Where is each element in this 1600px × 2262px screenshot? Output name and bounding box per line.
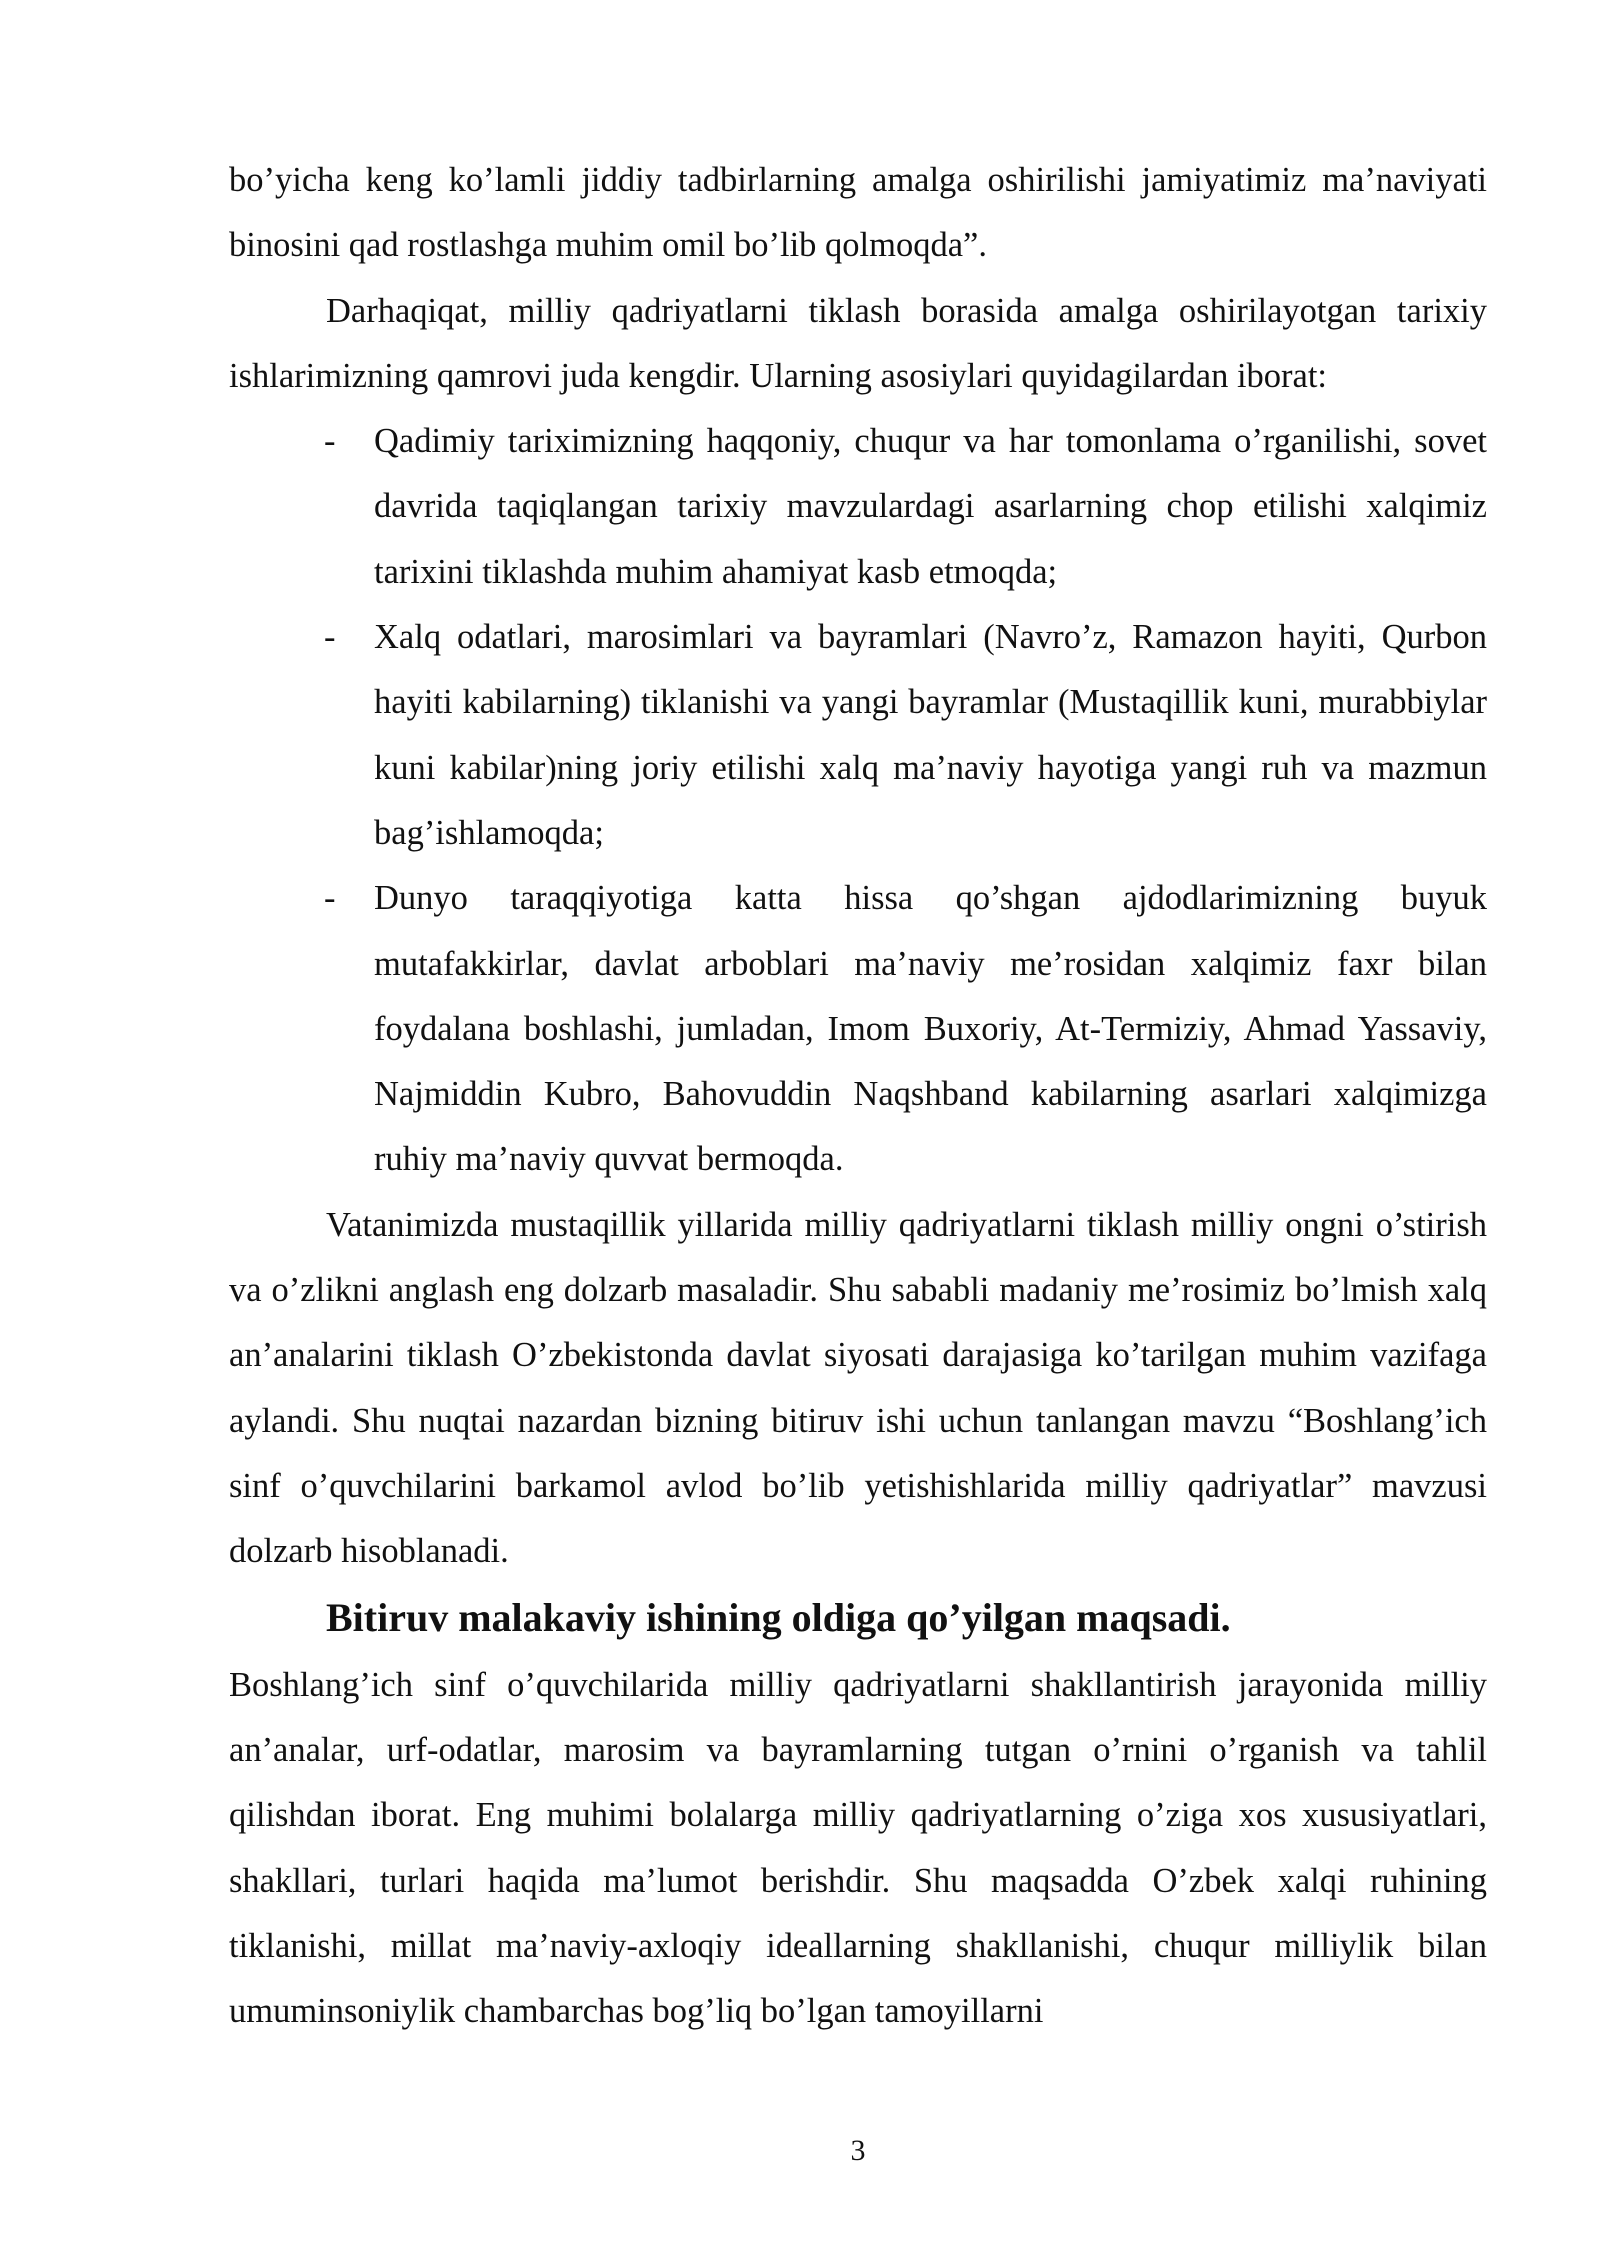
paragraph-intro: Darhaqiqat, milliy qadriyatlarni tiklash borasida amalga oshirilayotgan tarixiy ishlarimizning qamrovi juda kengdir. Ularning asosiylari quyidagilardan iborat: <box>229 291 1487 395</box>
page-body <box>229 148 1487 2045</box>
list-item <box>229 605 1487 866</box>
paragraph-aim: Boshlang’ich sinf o’quvchilarida milliy qadriyatlarni shakllantirish jarayonida milliy an’analar, urf-odatlar, marosim va bayramlarning tutgan o’rnini o’rganish va tahlil qilishdan iborat. Eng muhimi bolalarga milliy qadriyatlarning o’ziga xos xususiyatlari, shakllari, turlari haqida ma’lumot berishdir. Shu maqsadda O’zbek xalqi ruhining tiklanishi, millat ma’naviy-axloqiy ideallarning shakllanishi, chuqur milliylik bilan umuminsoniylik chambarchas bog’liq bo’lgan tamoyillarni <box>229 1665 1487 2031</box>
list-marker: - <box>324 879 336 918</box>
list-item-text: Dunyo taraqqiyotiga katta hissa qo’shgan ajdodlarimizning buyuk mutafakkirlar, davlat arboblari ma’naviy me’rosidan xalqimiz faxr bilan foydalana boshlashi, jumladan, Imom Buxoriy, At-Termiziy, Ahmad Yassaviy, Najmiddin Kubro, Bahovuddin Naqshband kabilarning asarlari xalqimizga ruhiy ma’naviy quvvat bermoqda. <box>374 879 1487 1179</box>
page-number: 3 <box>850 2134 866 2167</box>
list-item-text: Xalq odatlari, marosimlari va bayramlari (Navro’z, Ramazon hayiti, Qurbon hayiti kabilarning) tiklanishi va yangi bayramlar (Mustaqillik kuni, murabbiylar kuni kabilar)ning joriy etilishi xalq ma’naviy hayotiga yangi ruh va mazmun bag’ishlamoqda; <box>374 618 1487 852</box>
bullet-list <box>229 409 1487 1193</box>
list-item <box>229 866 1487 1192</box>
list-marker: - <box>324 618 336 657</box>
list-item <box>229 409 1487 605</box>
list-marker: - <box>324 422 336 461</box>
aim-heading-line <box>229 1585 1487 1653</box>
list-item-text: Qadimiy tariximizning haqqoniy, chuqur va har tomonlama o’rganilishi, sovet davrida taqiqlangan tarixiy mavzulardagi asarlarning chop etilishi xalqimiz tarixini tiklashda muhim ahamiyat kasb etmoqda; <box>374 422 1487 591</box>
paragraph-continuation: bo’yicha keng ko’lamli jiddiy tadbirlarning amalga oshirilishi jamiyatimiz ma’naviyati binosini qad rostlashga muhim omil bo’lib qolmoqda”. <box>229 161 1487 265</box>
aim-heading: Bitiruv malakaviy ishining oldiga qo’yilgan maqsadi. <box>326 1594 1231 1640</box>
paragraph-relevance: Vatanimizda mustaqillik yillarida milliy qadriyatlarni tiklash milliy ongni o’stirish va o’zlikni anglash eng dolzarb masaladir. Shu sababli madaniy me’rosimiz bo’lmish xalq an’analarini tiklash O’zbekistonda davlat siyosati darajasiga ko’tarilgan muhim vazifaga aylandi. Shu nuqtai nazardan bizning bitiruv ishi uchun tanlangan mavzu “Boshlang’ich sinf o’quvchilarini barkamol avlod bo’lib yetishishlarida milliy qadriyatlar” mavzusi dolzarb hisoblanadi. <box>229 1205 1487 1571</box>
